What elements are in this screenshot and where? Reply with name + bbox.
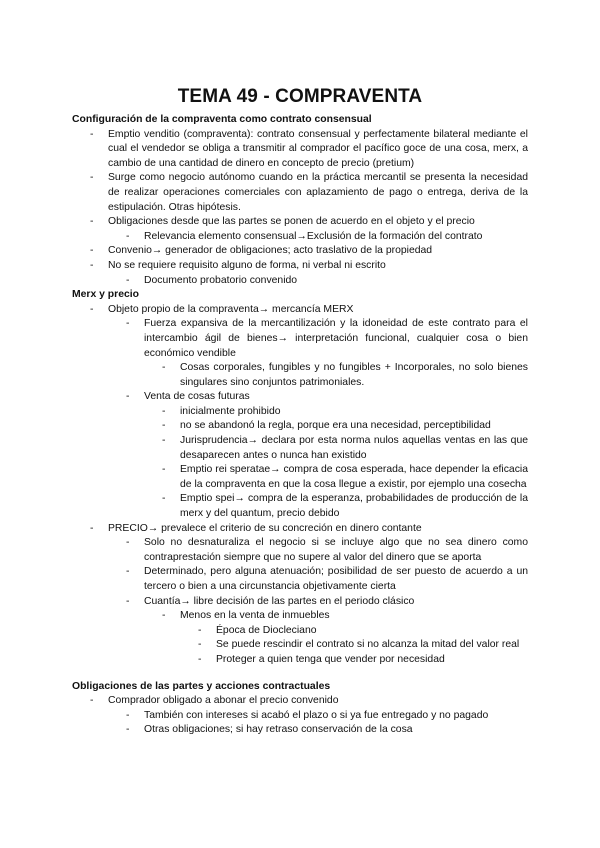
- sublist: [108, 317, 528, 521]
- sublist: [180, 624, 528, 668]
- sublist: [108, 709, 528, 738]
- sublist: [144, 405, 528, 522]
- list-item: - Cosas corporales, fungibles y no fungibles + Incorporales, no solo bienes singulares sino conjuntos patrimoniales.: [180, 361, 528, 390]
- list-item: - Época de Diocleciano: [216, 624, 528, 639]
- list-item: - Se puede rescindir el contrato si no alcanza la mitad del valor real: [216, 638, 528, 653]
- list-item: [108, 694, 528, 738]
- list-merx: [72, 303, 528, 668]
- section-heading-configuracion: Configuración de la compraventa como contrato consensual: [72, 114, 372, 125]
- list-item: - Otras obligaciones; si hay retraso conservación de la cosa: [144, 723, 528, 738]
- sublist: [144, 361, 528, 390]
- list-item: [144, 317, 528, 390]
- list-item: - no se abandonó la regla, porque era una necesidad, perceptibilidad: [180, 419, 528, 434]
- page-title: TEMA 49 - COMPRAVENTA: [177, 86, 423, 107]
- section-heading-merx: Merx y precio: [72, 289, 139, 301]
- list-item: [144, 595, 528, 668]
- list-item-text: Cuantía→ libre decisión de las partes en el periodo clásico: [144, 595, 415, 607]
- section-gap: [72, 668, 528, 680]
- list-item-text: Menos en la venta de inmuebles: [180, 610, 330, 622]
- document-body: [72, 113, 528, 738]
- list-item: - Convenio→ generador de obligaciones; acto traslativo de la propiedad: [108, 244, 528, 259]
- list-item: - También con intereses si acabó el plazo o si ya fue entregado y no pagado: [144, 709, 528, 724]
- list-item: [144, 390, 528, 521]
- list-item: [108, 522, 528, 668]
- list-item: - Relevancia elemento consensual→Exclusión de la formación del contrato: [144, 230, 528, 245]
- list-item: - Surge como negocio autónomo cuando en la práctica mercantil se presenta la necesidad de realizar operaciones comerciales con aplazamiento de pago o entrega, deriva de la estipulación. Otras hipótesis.: [108, 171, 528, 215]
- list-item: [180, 609, 528, 667]
- list-item: - Jurisprudencia→ declara por esta norma nulos aquellas ventas en las que desaparecen antes o nunca han existido: [180, 434, 528, 463]
- list-item: - Documento probatorio convenido: [144, 274, 528, 289]
- sublist: [108, 230, 528, 245]
- list-item-text: Fuerza expansiva de la mercantilización y la idoneidad de este contrato para el intercambio ágil de bienes→ interpretación funcional, cualquier cosa o bien económico vendible: [144, 318, 528, 359]
- list-item: - Solo no desnaturaliza el negocio si se incluye algo que no sea dinero como contraprestación siempre que no supere al valor del dinero que se aporta: [144, 536, 528, 565]
- list-item-text: Venta de cosas futuras: [144, 391, 250, 403]
- list-item-text: Obligaciones desde que las partes se ponen de acuerdo en el objeto y el precio: [108, 216, 475, 228]
- list-item: - inicialmente prohibido: [180, 405, 528, 420]
- list-configuracion: [72, 128, 528, 289]
- list-item: [108, 215, 528, 244]
- list-item: - Emptio rei speratae→ compra de cosa esperada, hace depender la eficacia de la compraventa en que la cosa llegue a existir, por ejemplo una cosecha: [180, 463, 528, 492]
- list-item: [108, 259, 528, 288]
- list-item: - Determinado, pero alguna atenuación; posibilidad de ser puesto de acuerdo a un tercero o bien a una circunstancia objetivamente cierta: [144, 565, 528, 594]
- list-item: - Emptio venditio (compraventa): contrato consensual y perfectamente bilateral mediante el cual el vendedor se obliga a transmitir al comprador el pacífico goce de una cosa, merx, a cambio de una cantidad de dinero en concepto de precio (pretium): [108, 128, 528, 172]
- list-item-text: Comprador obligado a abonar el precio convenido: [108, 695, 339, 707]
- list-item-text: No se requiere requisito alguno de forma, ni verbal ni escrito: [108, 259, 386, 271]
- list-item-text: Objeto propio de la compraventa→ mercancía MERX: [108, 303, 354, 315]
- sublist: [108, 274, 528, 289]
- sublist: [144, 609, 528, 667]
- sublist: [108, 536, 528, 667]
- list-item: - Emptio spei→ compra de la esperanza, probabilidades de producción de la merx y del quantum, precio debido: [180, 492, 528, 521]
- list-item-text: PRECIO→ prevalece el criterio de su concreción en dinero contante: [108, 522, 422, 534]
- section-heading-obligaciones: Obligaciones de las partes y acciones contractuales: [72, 680, 331, 692]
- list-obligaciones: [72, 694, 528, 738]
- list-item: [108, 303, 528, 522]
- list-item: - Proteger a quien tenga que vender por necesidad: [216, 653, 528, 668]
